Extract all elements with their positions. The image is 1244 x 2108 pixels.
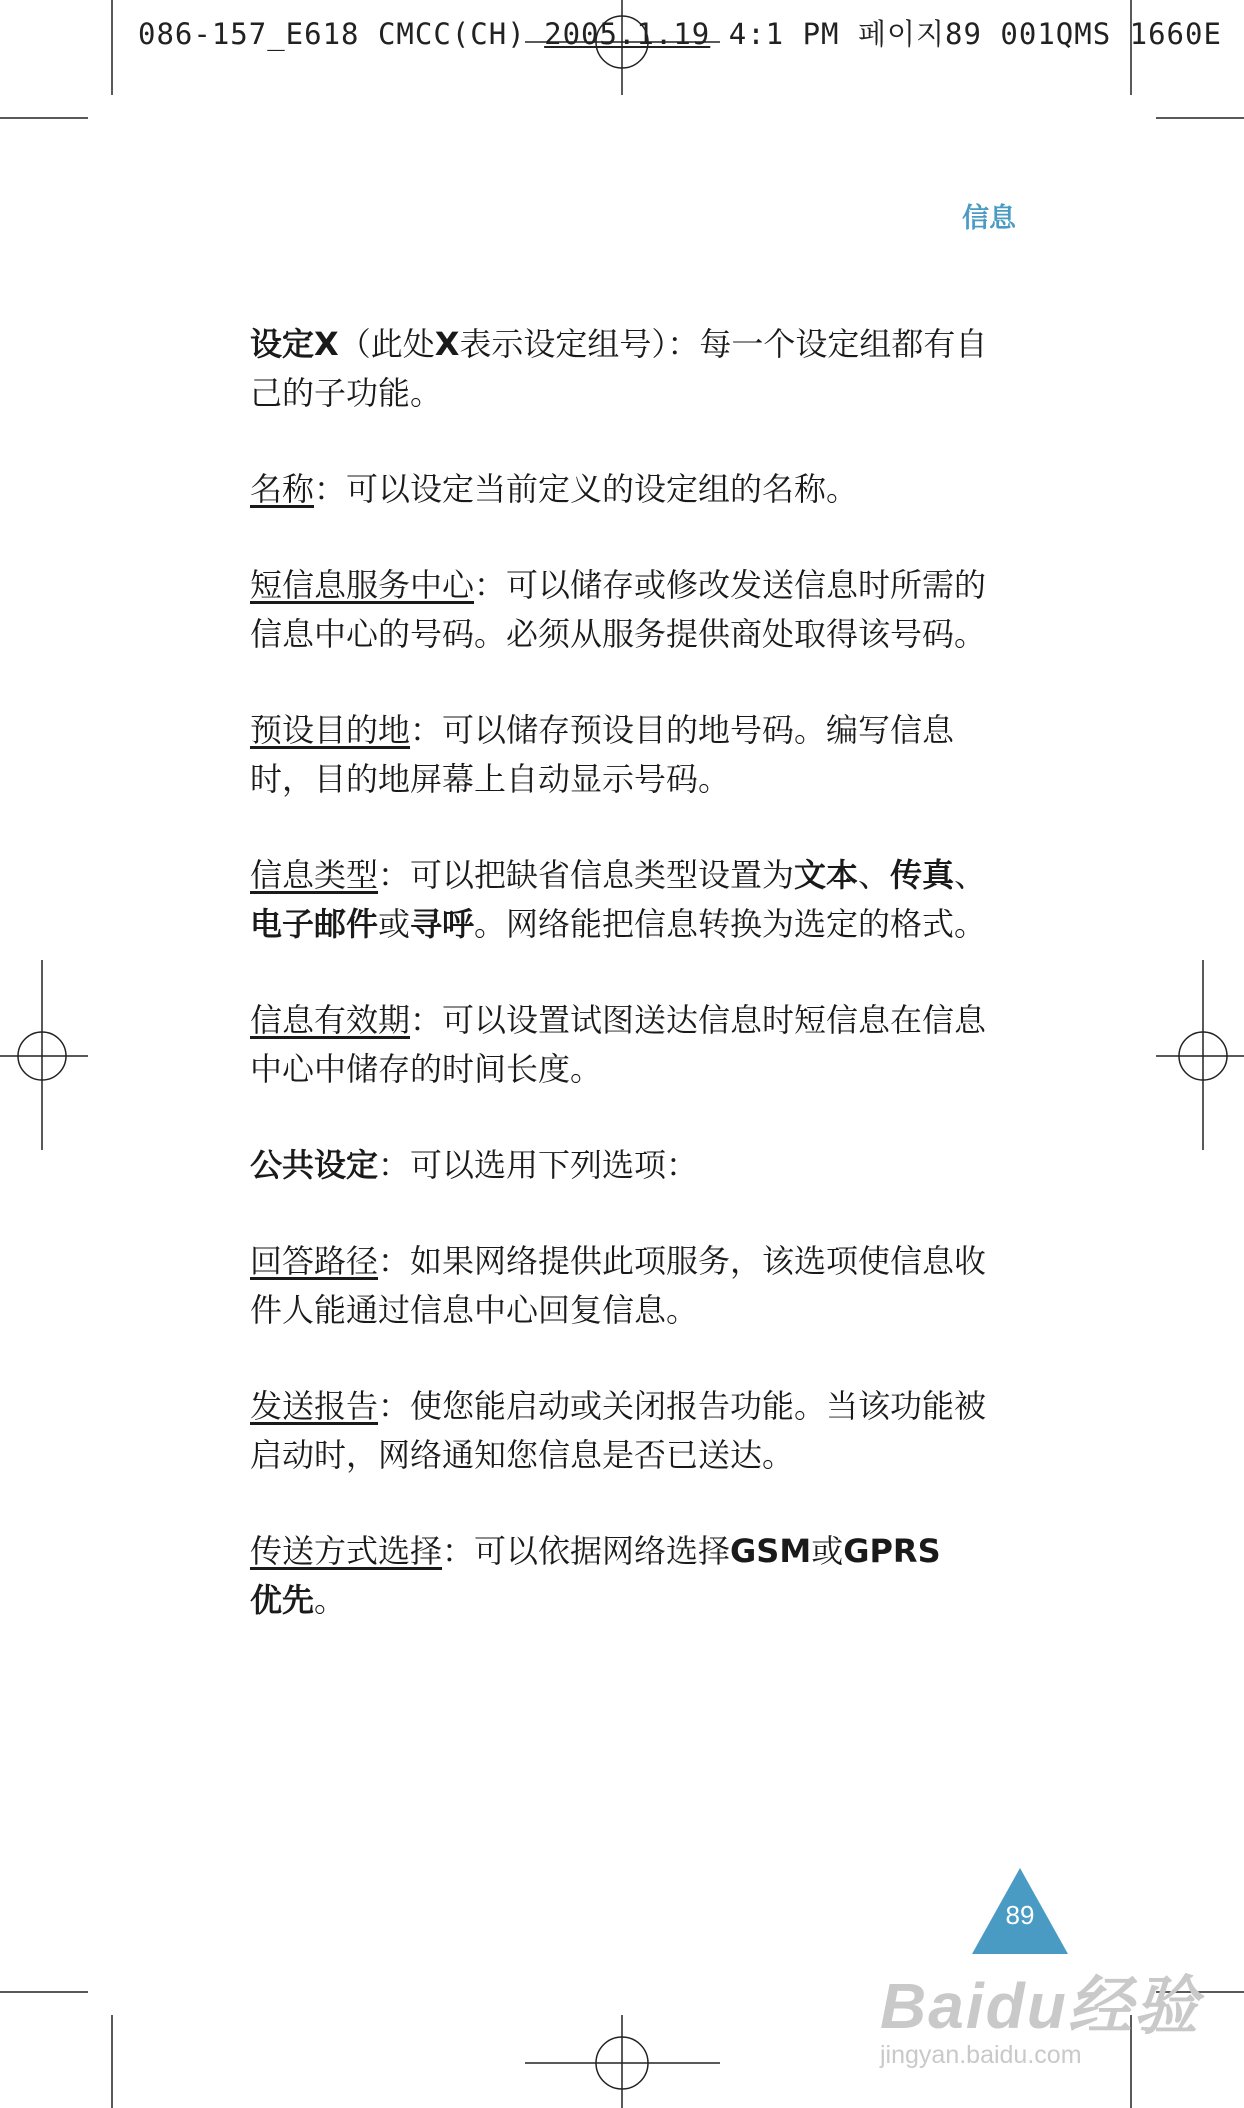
intro-entry: [250, 320, 1010, 418]
setting-term: 发送报告: [250, 1387, 379, 1425]
setting-term: 回答路径: [250, 1242, 379, 1280]
setting-term: 预设目的地: [250, 711, 411, 749]
setting-term: 信息有效期: [250, 1001, 411, 1039]
setting-entry-message-type: [250, 851, 1010, 949]
type-separator: 、: [954, 856, 987, 894]
manual-body: [250, 320, 1010, 1672]
setting-description: ：可以依据网络选择: [442, 1532, 731, 1570]
type-or: 或: [378, 905, 411, 943]
setting-entry-validity: [250, 996, 1010, 1094]
header-page-kr: 페이지89: [857, 17, 982, 51]
setting-description: ：如果网络提供此项服务，该选项使信息收件人能通过信息中心回复信息。: [250, 1242, 987, 1329]
intro-term: 设定X: [250, 325, 339, 363]
setting-term: 信息类型: [250, 856, 379, 894]
watermark-url: jingyan.baidu.com: [880, 2041, 1082, 2069]
setting-entry-reply-path: [250, 1237, 1010, 1335]
header-file-name: 086-157_E618 CMCC(CH): [138, 17, 526, 51]
header-time: 4:1 PM: [728, 17, 840, 51]
setting-description: ：可以把缺省信息类型设置为: [378, 856, 795, 894]
setting-description-end: 。网络能把信息转换为选定的格式。: [474, 905, 987, 943]
intro-paren-open: （此处: [338, 325, 435, 363]
setting-description: ：使您能启动或关闭报告功能。当该功能被启动时，网络通知您信息是否已送达。: [250, 1387, 987, 1474]
type-option-fax: 传真: [890, 856, 955, 894]
type-option-page: 寻呼: [410, 905, 475, 943]
setting-description: ：可以设置试图送达信息时短信息在信息中心中储存的时间长度。: [250, 1001, 987, 1088]
bearer-option-gprs: GPRS: [843, 1532, 941, 1570]
setting-term: 短信息服务中心: [250, 566, 475, 604]
setting-entry-destination: [250, 706, 1010, 804]
bearer-option-gsm: GSM: [730, 1532, 812, 1570]
type-option-email: 电子邮件: [250, 905, 379, 943]
common-settings-entry: [250, 1141, 1010, 1190]
setting-term: 传送方式选择: [250, 1532, 443, 1570]
intro-description: 表示设定组号）：每一个设定组都有自己的子功能。: [250, 325, 988, 412]
baidu-watermark: [880, 1955, 1200, 2070]
setting-description: ：可以设定当前定义的设定组的名称。: [314, 470, 859, 508]
setting-entry-delivery-report: [250, 1382, 1010, 1480]
type-option-text: 文本: [794, 856, 859, 894]
intro-x: X: [434, 325, 460, 363]
common-description: ：可以选用下列选项：: [378, 1146, 699, 1184]
bearer-preferred: 优先: [250, 1581, 315, 1619]
page-number-badge: [970, 1868, 1070, 1956]
bearer-period: 。: [314, 1581, 347, 1619]
setting-entry-name: [250, 465, 1010, 514]
section-title: 信息: [962, 203, 1016, 234]
setting-entry-service-center: [250, 561, 1010, 659]
header-doc-code: 001QMS 1660E: [1000, 17, 1222, 51]
common-term: 公共设定: [250, 1146, 379, 1184]
page-number: 89: [1005, 1900, 1035, 1930]
header-date: 2005.1.19: [544, 17, 711, 51]
watermark-logo: Baidu经验: [880, 1970, 1200, 2042]
setting-entry-bearer: [250, 1527, 1010, 1625]
setting-description: ：可以储存或修改发送信息时所需的信息中心的号码。必须从服务提供商处取得该号码。: [250, 566, 987, 653]
setting-term: 名称: [250, 470, 315, 508]
setting-description: ：可以储存预设目的地号码。编写信息时，目的地屏幕上自动显示号码。: [250, 711, 955, 798]
type-separator: 、: [858, 856, 891, 894]
bearer-or: 或: [811, 1532, 844, 1570]
